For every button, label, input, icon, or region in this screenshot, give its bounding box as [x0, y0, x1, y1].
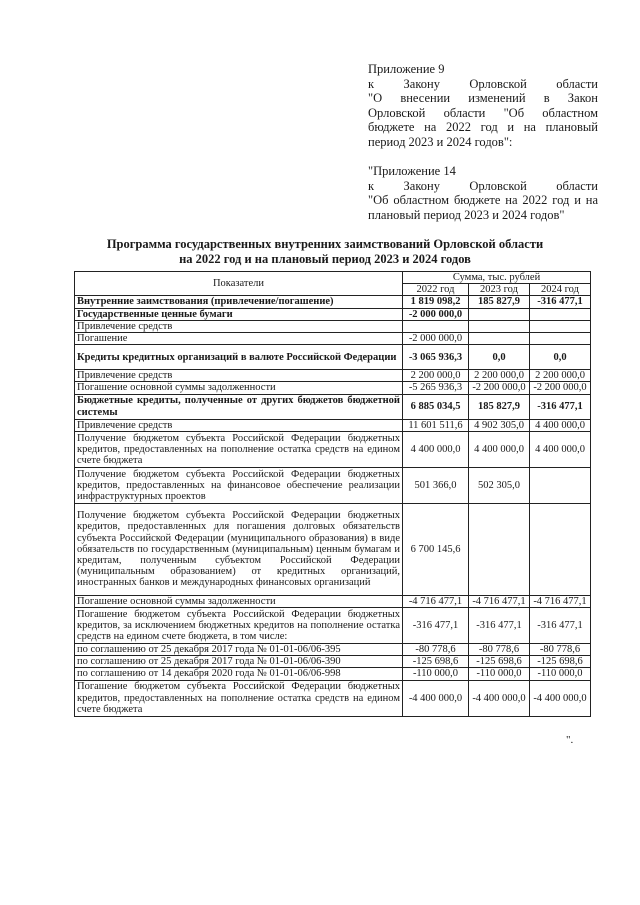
row-value-2022: -4 716 477,1 — [403, 595, 469, 607]
document-title — [60, 237, 590, 266]
row-value-2022 — [403, 320, 469, 332]
table-row — [75, 467, 591, 503]
year-header-2024: 2024 год — [530, 284, 591, 296]
row-label: Получение бюджетом субъекта Российской Федерации бюджетных кредитов, предоставленных на финансовое обеспечение реализации инфраструктурных проектов — [75, 467, 403, 503]
row-value-2024 — [530, 320, 591, 332]
document-title-line-2: на 2022 год и на плановый период 2023 и 2024 годов — [179, 251, 471, 266]
row-value-2023 — [469, 320, 530, 332]
row-value-2022: -2 000 000,0 — [403, 308, 469, 320]
table-row — [75, 345, 591, 370]
row-label: Погашение основной суммы задолженности — [75, 595, 403, 607]
row-value-2024: -4 400 000,0 — [530, 680, 591, 716]
row-value-2023: -125 698,6 — [469, 656, 530, 668]
row-label: Государственные ценные бумаги — [75, 308, 403, 320]
borrowings-table-wrapper — [74, 271, 590, 717]
row-value-2022: -80 778,6 — [403, 644, 469, 656]
appendix-9-line-3: "О внесении изменений в Закон — [368, 91, 598, 105]
row-value-2024: -80 778,6 — [530, 644, 591, 656]
appendix-9-line-1: Приложение 9 — [368, 62, 445, 76]
borrowings-table-body — [75, 296, 591, 716]
row-value-2022: -110 000,0 — [403, 668, 469, 680]
table-row — [75, 370, 591, 382]
row-label: Внутренние заимствования (привлечение/погашение) — [75, 296, 403, 308]
row-value-2023: -316 477,1 — [469, 608, 530, 644]
row-value-2023: 4 400 000,0 — [469, 431, 530, 467]
row-value-2023: -4 716 477,1 — [469, 595, 530, 607]
closing-quote: ". — [566, 734, 574, 746]
appendix-9-line-2: к Закону Орловской области — [368, 76, 598, 91]
row-value-2024: 0,0 — [530, 345, 591, 370]
table-row — [75, 431, 591, 467]
row-value-2023: 4 902 305,0 — [469, 419, 530, 431]
row-value-2024 — [530, 503, 591, 595]
document-title-line-1: Программа государственных внутренних заимствований Орловской области — [106, 237, 544, 251]
row-value-2022: 2 200 000,0 — [403, 370, 469, 382]
row-label: Привлечение средств — [75, 419, 403, 431]
table-row — [75, 320, 591, 332]
row-value-2023: 502 305,0 — [469, 467, 530, 503]
row-value-2022: 4 400 000,0 — [403, 431, 469, 467]
row-value-2023 — [469, 308, 530, 320]
row-label: Привлечение средств — [75, 370, 403, 382]
row-value-2022: 501 366,0 — [403, 467, 469, 503]
sum-header: Сумма, тыс. рублей — [403, 272, 591, 284]
row-label: по соглашению от 14 декабря 2020 года № 01-01-06/06-998 — [75, 668, 403, 680]
row-value-2024: -316 477,1 — [530, 394, 591, 419]
table-row — [75, 333, 591, 345]
row-label: Кредиты кредитных организаций в валюте Российской Федерации — [75, 345, 403, 370]
row-label: Получение бюджетом субъекта Российской Федерации бюджетных кредитов, предоставленных на пополнение остатка средств на едином счете бюджета — [75, 431, 403, 467]
row-value-2024 — [530, 308, 591, 320]
table-row — [75, 382, 591, 394]
table-row — [75, 308, 591, 320]
row-value-2024: 4 400 000,0 — [530, 419, 591, 431]
row-value-2023: -110 000,0 — [469, 668, 530, 680]
row-value-2023: 2 200 000,0 — [469, 370, 530, 382]
table-row — [75, 668, 591, 680]
appendix-9-header — [368, 62, 598, 149]
row-value-2022: -3 065 936,3 — [403, 345, 469, 370]
row-label: Бюджетные кредиты, полученные от других бюджетов бюджетной системы — [75, 394, 403, 419]
row-value-2024: -316 477,1 — [530, 608, 591, 644]
row-value-2022: -2 000 000,0 — [403, 333, 469, 345]
row-value-2022: 11 601 511,6 — [403, 419, 469, 431]
row-label: Погашение бюджетом субъекта Российской Федерации бюджетных кредитов, предоставленных на пополнение остатка средств на едином счете бюджета — [75, 680, 403, 716]
year-header-2023: 2023 год — [469, 284, 530, 296]
row-value-2024: -316 477,1 — [530, 296, 591, 308]
row-value-2023: -80 778,6 — [469, 644, 530, 656]
table-row — [75, 608, 591, 644]
row-value-2024 — [530, 467, 591, 503]
row-label: Привлечение средств — [75, 320, 403, 332]
row-label: Получение бюджетом субъекта Российской Федерации бюджетных кредитов, предоставленных для погашения долговых обязательств субъекта Российской Федерации (муниципального образования) в виде обязательств по государственным (муниципальным) ценным бумагам и кредитам, полученным субъектом Российской Федерации (муниципальным образованием) от кредитных организаций, иностранных банков и международных финансовых организаций — [75, 503, 403, 595]
table-row — [75, 680, 591, 716]
table-row — [75, 656, 591, 668]
appendix-14-line-2: к Закону Орловской области — [368, 178, 598, 193]
row-value-2023 — [469, 333, 530, 345]
row-value-2024 — [530, 333, 591, 345]
row-value-2022: -316 477,1 — [403, 608, 469, 644]
borrowings-table — [74, 271, 591, 717]
appendix-9-line-4: Орловской области "Об областном бюджете на 2022 год и на плановый период 2023 и 2024 годов": — [368, 105, 598, 149]
appendix-14-line-1: "Приложение 14 — [368, 164, 456, 178]
row-value-2024: -4 716 477,1 — [530, 595, 591, 607]
row-value-2023 — [469, 503, 530, 595]
row-value-2022: -5 265 936,3 — [403, 382, 469, 394]
table-row — [75, 503, 591, 595]
table-row — [75, 595, 591, 607]
row-value-2024: 4 400 000,0 — [530, 431, 591, 467]
row-label: по соглашению от 25 декабря 2017 года № 01-01-06/06-395 — [75, 644, 403, 656]
row-value-2022: 6 885 034,5 — [403, 394, 469, 419]
row-value-2024: -110 000,0 — [530, 668, 591, 680]
row-label: по соглашению от 25 декабря 2017 года № 01-01-06/06-390 — [75, 656, 403, 668]
row-label: Погашение основной суммы задолженности — [75, 382, 403, 394]
table-row — [75, 296, 591, 308]
indicator-header: Показатели — [75, 272, 403, 296]
row-value-2023: 185 827,9 — [469, 296, 530, 308]
table-row — [75, 644, 591, 656]
row-value-2022: -4 400 000,0 — [403, 680, 469, 716]
row-value-2023: -2 200 000,0 — [469, 382, 530, 394]
table-row — [75, 394, 591, 419]
row-label: Погашение бюджетом субъекта Российской Федерации бюджетных кредитов, за исключением бюджетных кредитов на пополнение остатка средств на едином счете бюджета, в том числе: — [75, 608, 403, 644]
appendix-14-line-3: "Об областном бюджете на 2022 год и на плановый период 2023 и 2024 годов" — [368, 193, 598, 222]
row-value-2024: 2 200 000,0 — [530, 370, 591, 382]
row-label: Погашение — [75, 333, 403, 345]
row-value-2022: 6 700 145,6 — [403, 503, 469, 595]
row-value-2023: -4 400 000,0 — [469, 680, 530, 716]
row-value-2024: -2 200 000,0 — [530, 382, 591, 394]
year-header-2022: 2022 год — [403, 284, 469, 296]
row-value-2023: 0,0 — [469, 345, 530, 370]
table-row — [75, 419, 591, 431]
row-value-2023: 185 827,9 — [469, 394, 530, 419]
row-value-2022: -125 698,6 — [403, 656, 469, 668]
row-value-2022: 1 819 098,2 — [403, 296, 469, 308]
row-value-2024: -125 698,6 — [530, 656, 591, 668]
appendix-14-header — [368, 164, 598, 222]
